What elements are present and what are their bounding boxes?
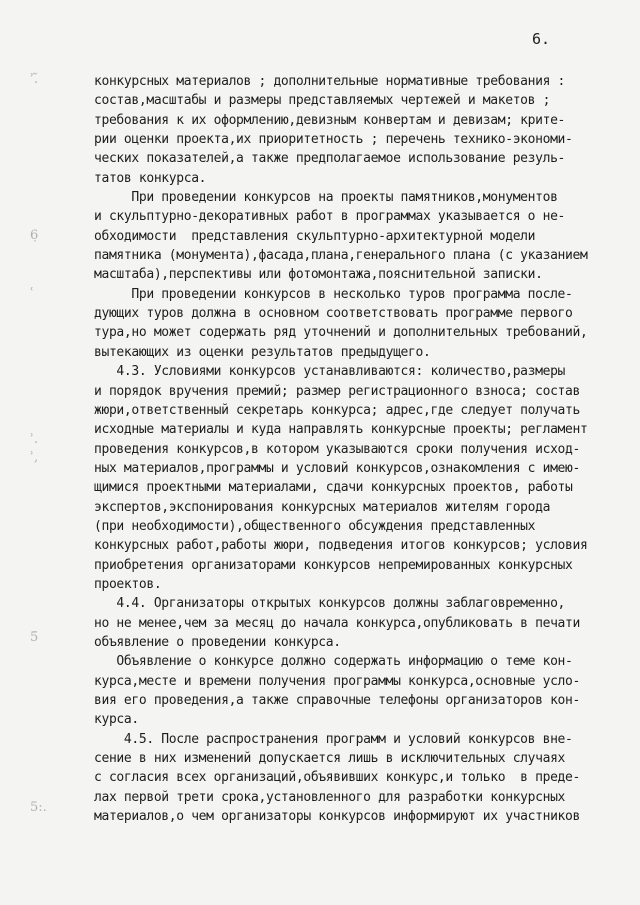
text-line: памятника (монумента),фасада,плана,генерального плана (с указанием: [94, 248, 588, 264]
text-line: жюри,ответственный секретарь конкурса; адрес,где следует получать: [94, 402, 580, 418]
text-line: Объявление о конкурсе должно содержать информацию о теме кон-: [94, 654, 573, 670]
text-line: При проведении конкурсов на проекты памятников,монументов: [94, 190, 558, 206]
margin-mark: 6̣: [30, 228, 39, 243]
margin-mark: ʾ.: [30, 432, 39, 447]
text-line: материалов,о чем организаторы конкурсов информируют их участников: [94, 809, 580, 825]
text-line: 4.4. Организаторы открытых конкурсов должны заблаговременно,: [94, 596, 566, 612]
text-line: дующих туров должна в основном соответствовать программе первого: [94, 306, 573, 322]
margin-mark: ʾ.̃: [30, 72, 39, 87]
text-line: вия его проведения,а также справочные телефоны организаторов кон-: [94, 693, 580, 708]
text-line: татов конкурса.: [94, 170, 207, 186]
margin-mark: 5:.: [30, 800, 47, 815]
text-line: проведения конкурсов,в котором указываются сроки получения исход-: [94, 441, 580, 457]
text-line: и скульптурно-декоративных работ в программах указывается о не-: [94, 209, 566, 225]
text-line: приобретения организаторами конкурсов непремированных конкурсных: [94, 557, 573, 573]
text-line: но не менее,чем за месяц до начала конкурса,опубликовать в печати: [94, 615, 580, 631]
text-line: проектов.: [94, 576, 162, 592]
text-line: конкурсных работ,работы жюри, подведения итогов конкурсов; условия: [94, 538, 588, 554]
text-line: с согласия всех организаций,объявивших конкурс,и только в преде-: [94, 770, 580, 786]
text-line: курса,месте и времени получения программы конкурса,основные усло-: [94, 673, 580, 689]
document-body: [94, 72, 634, 826]
text-line: конкурсных материалов ; дополнительные нормативные требования :: [94, 74, 566, 89]
margin-mark: ʾ,: [30, 450, 39, 465]
text-line: требования к их оформлению,девизным конвертам и девизам; крите-: [94, 112, 566, 128]
text-line: вытекающих из оценки результатов предыдущего.: [94, 344, 431, 360]
text-line: тура,но может содержать ряд уточнений и дополнительных требований,: [94, 325, 588, 341]
text-line: 4.3. Условиями конкурсов устанавливаются: количество,размеры: [94, 364, 566, 380]
margin-mark: ʿ: [30, 286, 34, 301]
text-line: сение в них изменений допускается лишь в исключительных случаях: [94, 751, 566, 767]
text-line: курса.: [94, 712, 139, 728]
text-line: исходные материалы и куда направлять конкурсные проекты; регламент: [94, 422, 588, 438]
text-line: ческих показателей,а также предполагаемое использование резуль-: [94, 151, 566, 167]
text-line: рии оценки проекта,их приоритетность ; перечень технико-экономи-: [94, 132, 573, 148]
text-line: экспертов,экспонирования конкурсных материалов жителям города: [94, 499, 551, 515]
margin-mark: 5̈: [30, 630, 39, 645]
text-line: обходимости представления скульптурно-архитектурной модели: [94, 228, 536, 244]
text-line: лах первой трети срока,установленного для разработки конкурсных: [94, 789, 566, 805]
text-line: объявление о проведении конкурса.: [94, 634, 341, 650]
text-line: масштаба),перспективы или фотомонтажа,пояснительной записки.: [94, 267, 543, 283]
text-line: щимися проектными материалами, сдачи конкурсных проектов, работы: [94, 480, 573, 496]
text-line: (при необходимости),общественного обсуждения представленных: [94, 518, 536, 534]
text-line: При проведении конкурсов в несколько туров программа после-: [94, 286, 573, 302]
text-line: и порядок вручения премий; размер регистрационного взноса; состав: [94, 383, 580, 399]
text-line: состав,масштабы и размеры представляемых чертежей и макетов ;: [94, 93, 551, 109]
text-line: ных материалов,программы и условий конкурсов,ознакомления с имею-: [94, 460, 580, 476]
text-line: 4.5. После распространения программ и условий конкурсов вне-: [94, 731, 573, 747]
page-number: 6.: [532, 30, 551, 48]
